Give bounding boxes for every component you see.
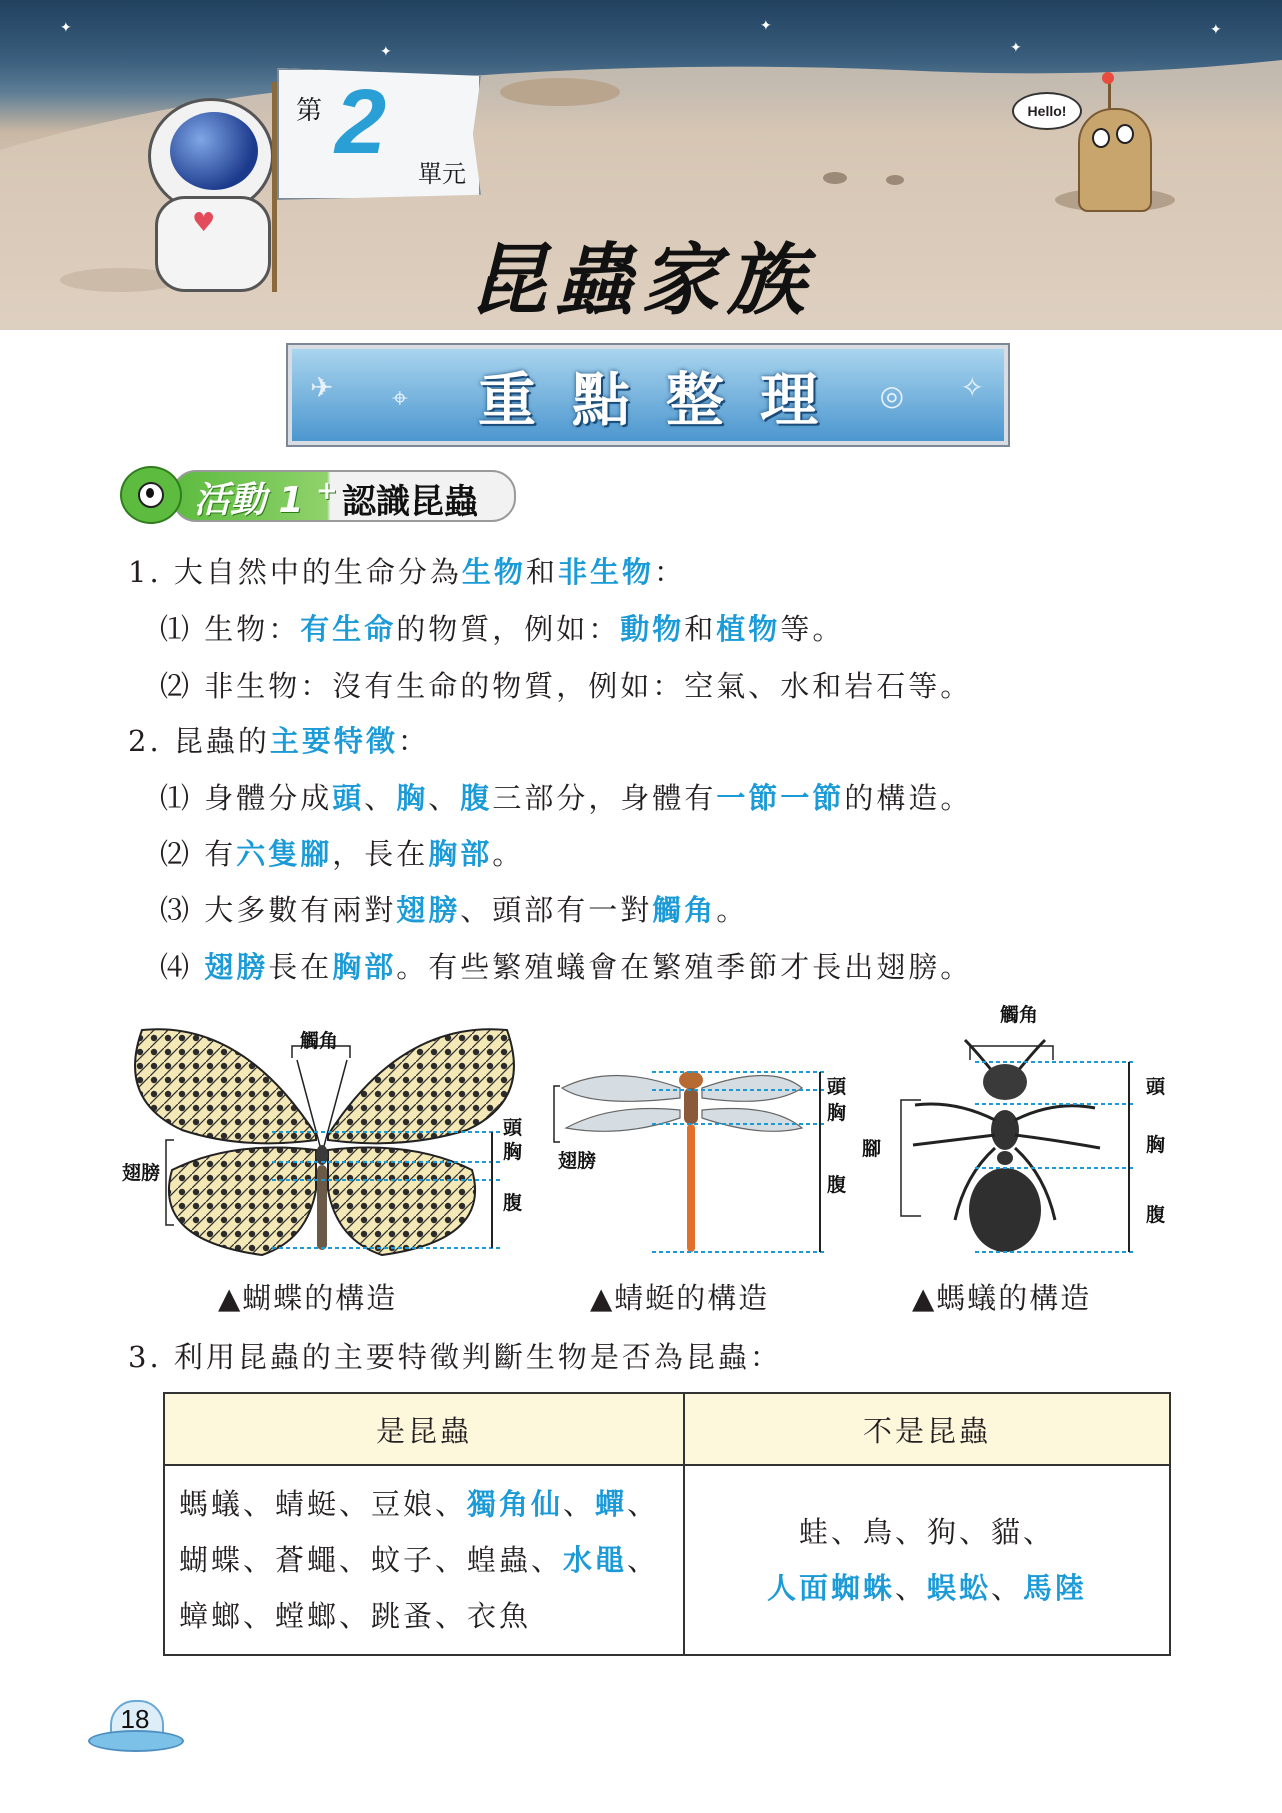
text-run: 的構造。 bbox=[844, 781, 973, 815]
key-point-item bbox=[160, 607, 844, 648]
alien-eye bbox=[1116, 124, 1134, 144]
text-run: ，長在 bbox=[332, 837, 429, 871]
table-header-non-insect: 不是昆蟲 bbox=[684, 1393, 1170, 1465]
dragonfly-head-label: 頭 bbox=[827, 1076, 847, 1098]
page-number-badge bbox=[88, 1700, 180, 1750]
highlight-term: 水黽 bbox=[563, 1543, 628, 1577]
key-point-item bbox=[160, 832, 524, 873]
key-point-item bbox=[128, 550, 686, 591]
text-run: 、 bbox=[991, 1571, 1024, 1605]
alien-eye bbox=[1092, 128, 1110, 148]
item-number: ⑷ bbox=[160, 950, 205, 984]
text-run: 蝴蝶、蒼蠅、蚊子、蝗蟲、 bbox=[179, 1543, 564, 1577]
star-icon: ✦ bbox=[1210, 22, 1222, 38]
text-run: 生物： bbox=[204, 612, 301, 646]
text-run: 。 bbox=[716, 893, 749, 927]
highlight-term: 翅膀 bbox=[204, 950, 269, 984]
key-point-item bbox=[160, 945, 972, 986]
text-run: ： bbox=[653, 555, 686, 589]
butterfly-thorax-label: 胸 bbox=[503, 1141, 523, 1163]
item-number: 1. bbox=[128, 555, 174, 589]
item-number: 3. bbox=[128, 1340, 174, 1374]
highlight-term: 主要特徵 bbox=[269, 724, 398, 758]
item-number: 2. bbox=[128, 724, 174, 758]
text-run: 大自然中的生命分為 bbox=[173, 555, 462, 589]
dragonfly-wing-label: 翅膀 bbox=[558, 1150, 597, 1172]
text-run: 的物質，例如： bbox=[396, 612, 621, 646]
butterfly-head-label: 頭 bbox=[503, 1117, 523, 1139]
highlight-term: 蜈蚣 bbox=[926, 1571, 991, 1605]
activity-name: 認識昆蟲 bbox=[342, 482, 478, 522]
item-number: ⑶ bbox=[160, 893, 205, 927]
text-run: 大多數有兩對 bbox=[204, 893, 397, 927]
satellite-icon: ✈ bbox=[310, 371, 334, 404]
ufo-icon: ◎ bbox=[879, 379, 904, 412]
ant-abdomen-label: 腹 bbox=[1146, 1204, 1166, 1226]
list-line bbox=[179, 1476, 669, 1532]
text-run: 螞蟻、蜻蜓、豆娘、 bbox=[179, 1487, 468, 1521]
highlight-term: 胸部 bbox=[428, 837, 493, 871]
text-run: 蛙、鳥、狗、貓、 bbox=[798, 1515, 1055, 1549]
list-line bbox=[179, 1588, 669, 1644]
text-run: 和 bbox=[684, 612, 717, 646]
key-point-item bbox=[160, 664, 972, 705]
text-run: 等。 bbox=[780, 612, 845, 646]
text-run: 蟑螂、螳螂、跳蚤、衣魚 bbox=[179, 1599, 532, 1633]
list-line bbox=[686, 1504, 1168, 1560]
butterfly-antenna-label: 觸角 bbox=[300, 1030, 339, 1052]
activity-plus: + bbox=[316, 476, 338, 506]
text-run: 和 bbox=[525, 555, 558, 589]
highlight-term: 馬陸 bbox=[1023, 1571, 1088, 1605]
text-run: ： bbox=[397, 724, 430, 758]
butterfly-caption: ▲蝴蝶的構造 bbox=[218, 1281, 398, 1315]
highlight-term: 胸 bbox=[396, 781, 429, 815]
highlight-term: 獨角仙 bbox=[467, 1487, 564, 1521]
non-insect-list-cell bbox=[684, 1465, 1170, 1655]
insect-list-cell bbox=[164, 1465, 684, 1655]
highlight-term: 翅膀 bbox=[396, 893, 461, 927]
ant-antenna-label: 觸角 bbox=[1000, 1004, 1039, 1026]
text-run: 身體分成 bbox=[204, 781, 333, 815]
text-run: 。有些繁殖蟻會在繁殖季節才長出翅膀。 bbox=[396, 950, 973, 984]
text-run: 長在 bbox=[268, 950, 333, 984]
text-run: 非生物：沒有生命的物質，例如：空氣、水和岩石等。 bbox=[204, 669, 973, 703]
astronaut-visor bbox=[170, 112, 258, 190]
item-number: ⑴ bbox=[160, 612, 205, 646]
flag-prefix: 第 bbox=[296, 96, 323, 126]
key-point-item bbox=[160, 776, 972, 817]
highlight-term: 一節一節 bbox=[716, 781, 845, 815]
dragonfly-abdomen-label: 腹 bbox=[827, 1174, 847, 1196]
table-header-insect: 是昆蟲 bbox=[164, 1393, 684, 1465]
activity-label: 活動 1 bbox=[194, 480, 304, 521]
dragonfly-thorax-label: 胸 bbox=[827, 1102, 847, 1124]
text-run: 、 bbox=[563, 1487, 596, 1521]
highlight-term: 蟬 bbox=[595, 1487, 628, 1521]
unit-number: 2 bbox=[335, 71, 387, 173]
dragonfly-caption: ▲蜻蜓的構造 bbox=[590, 1281, 770, 1315]
butterfly-wing-label: 翅膀 bbox=[122, 1162, 161, 1184]
ant-leg-label: 腳 bbox=[862, 1138, 882, 1160]
telescope-icon: ⌖ bbox=[392, 381, 408, 414]
alien-speech-bubble: Hello! bbox=[1012, 92, 1082, 130]
highlight-term: 植物 bbox=[716, 612, 781, 646]
text-run: 利用昆蟲的主要特徵判斷生物是否為昆蟲： bbox=[173, 1340, 782, 1374]
text-run: 、 bbox=[894, 1571, 927, 1605]
key-point-item bbox=[128, 1335, 782, 1376]
highlight-term: 腹 bbox=[460, 781, 493, 815]
ant-thorax-label: 胸 bbox=[1146, 1134, 1166, 1156]
highlight-term: 觸角 bbox=[652, 893, 717, 927]
page-number: 18 bbox=[120, 1704, 150, 1734]
list-line bbox=[179, 1532, 669, 1588]
highlight-term: 頭 bbox=[332, 781, 365, 815]
highlight-term: 人面蜘蛛 bbox=[766, 1571, 895, 1605]
star-icon: ✦ bbox=[380, 44, 392, 60]
alien-mascot bbox=[1078, 108, 1152, 212]
flag-suffix: 單元 bbox=[418, 160, 466, 188]
highlight-term: 生物 bbox=[461, 555, 526, 589]
section-banner bbox=[288, 345, 1008, 445]
item-number: ⑵ bbox=[160, 669, 205, 703]
butterfly-abdomen-label: 腹 bbox=[503, 1192, 523, 1214]
activity-heading bbox=[120, 466, 520, 522]
highlight-term: 胸部 bbox=[332, 950, 397, 984]
insect-judgement-table bbox=[163, 1392, 1171, 1656]
highlight-term: 動物 bbox=[620, 612, 685, 646]
dragonfly-figure bbox=[552, 1068, 852, 1258]
item-number: ⑵ bbox=[160, 837, 205, 871]
ant-caption: ▲螞蟻的構造 bbox=[912, 1281, 1092, 1315]
text-run: 、 bbox=[364, 781, 397, 815]
ant-head-label: 頭 bbox=[1146, 1076, 1166, 1098]
unit-header-illustration bbox=[0, 0, 1282, 330]
text-run: 昆蟲的 bbox=[173, 724, 270, 758]
highlight-term: 非生物 bbox=[557, 555, 654, 589]
section-title: 重點整理 bbox=[477, 366, 854, 434]
text-run: 。 bbox=[492, 837, 525, 871]
alien-antenna-ball bbox=[1102, 72, 1114, 84]
key-point-item bbox=[160, 888, 748, 929]
list-line bbox=[686, 1560, 1168, 1616]
text-run: 三部分，身體有 bbox=[492, 781, 717, 815]
butterfly-figure bbox=[122, 1020, 542, 1258]
star-icon: ✦ bbox=[760, 18, 772, 34]
star-icon: ✦ bbox=[1010, 40, 1022, 56]
star-icon: ✦ bbox=[60, 20, 72, 36]
item-number: ⑴ bbox=[160, 781, 205, 815]
text-run: 、頭部有一對 bbox=[460, 893, 653, 927]
monster-pupil bbox=[146, 488, 154, 498]
text-run: 、 bbox=[428, 781, 461, 815]
highlight-term: 有生命 bbox=[300, 612, 397, 646]
highlight-term: 六隻腳 bbox=[236, 837, 333, 871]
text-run: 有 bbox=[204, 837, 237, 871]
satellite-icon: ✧ bbox=[960, 371, 984, 404]
heart-icon: ♥ bbox=[192, 208, 216, 238]
text-run: 、 bbox=[627, 1487, 660, 1521]
ant-figure bbox=[895, 1030, 1155, 1260]
key-point-item bbox=[128, 719, 430, 760]
unit-title: 昆蟲家族 bbox=[468, 236, 813, 326]
text-run: 、 bbox=[627, 1543, 660, 1577]
